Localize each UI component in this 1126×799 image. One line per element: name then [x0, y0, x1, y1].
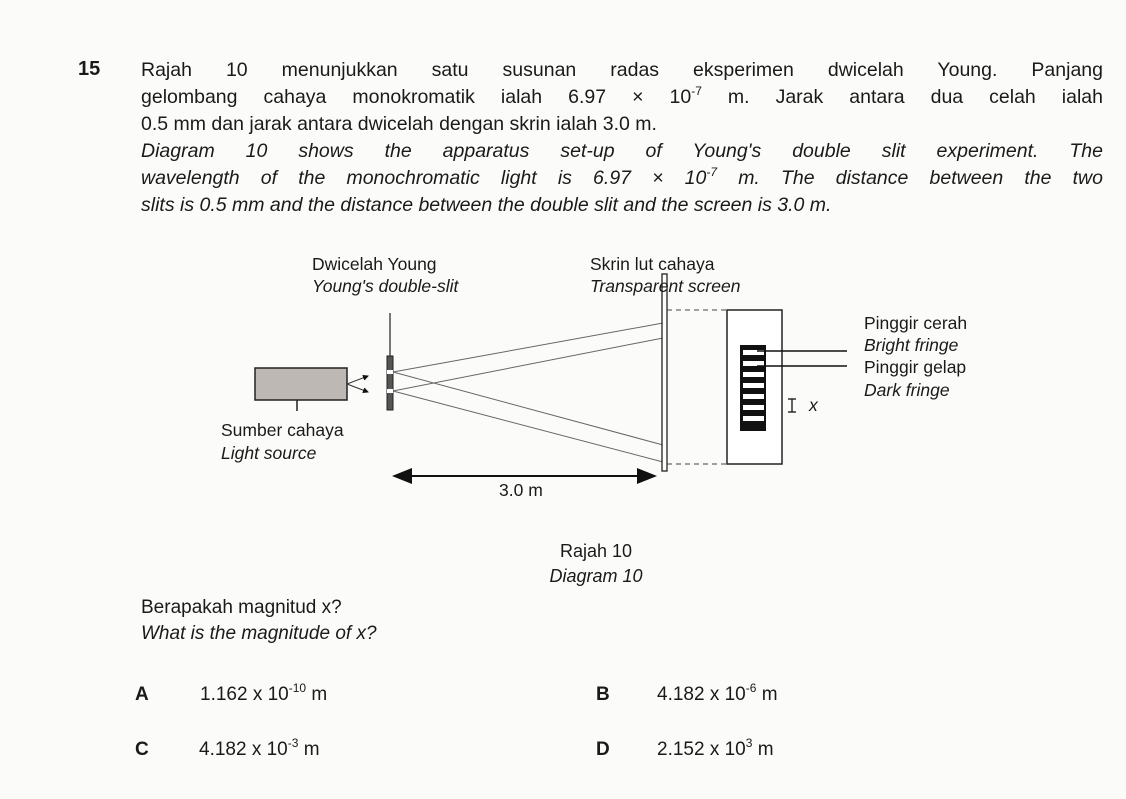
prompt-en: What is the magnitude of x?: [141, 623, 377, 644]
option-value: [200, 681, 328, 706]
option-letter: A: [135, 684, 149, 705]
light-source-box: [255, 368, 347, 400]
dark-fringe-label-en: Dark fringe: [864, 380, 950, 400]
light-rays: [393, 323, 663, 462]
diagram-caption-ms: Rajah 10: [559, 541, 633, 561]
question-text-en-1: Diagram 10 shows the apparatus set-up of Young's double slit experiment. The: [141, 140, 1103, 162]
unit: m: [298, 739, 320, 760]
unit: m: [752, 739, 774, 760]
exponent: -7: [706, 165, 718, 179]
exponent: -3: [287, 736, 299, 750]
screen-label-ms: Skrin lut cahaya: [590, 254, 715, 274]
x-marker: [788, 399, 796, 412]
source-ray: [347, 376, 368, 384]
text-part: wavelength of the monochromatic light is 6.97 × 10: [141, 167, 707, 189]
option-value: [657, 736, 774, 761]
source-ray: [347, 384, 368, 392]
diagram-caption-en: Diagram 10: [549, 566, 643, 586]
double-slit-label-ms: Dwicelah Young: [312, 254, 437, 274]
mantissa: 4.182 x 10: [199, 739, 288, 760]
option-letter: D: [596, 739, 610, 760]
question-text-ms-1: Rajah 10 menunjukkan satu susunan radas eksperimen dwicelah Young. Panjang: [141, 59, 1103, 81]
option-value: [199, 736, 320, 761]
mantissa: 2.152 x 10: [657, 739, 746, 760]
exponent: -10: [288, 681, 307, 695]
text-part: gelombang cahaya monokromatik ialah 6.97 × 10: [141, 86, 692, 108]
text-part: m. The distance between the two: [717, 167, 1103, 189]
prompt-ms: Berapakah magnitud x?: [141, 597, 342, 618]
bright-fringe-label-en: Bright fringe: [864, 335, 959, 355]
unit: m: [756, 684, 778, 705]
unit: m: [306, 684, 328, 705]
question-text-ms-3: 0.5 mm dan jarak antara dwicelah dengan skrin ialah 3.0 m.: [141, 113, 657, 135]
double-slit-label-en: Young's double-slit: [312, 276, 459, 296]
exponent: -7: [691, 84, 702, 98]
transparent-screen: [662, 274, 667, 471]
fringe-pattern: [740, 345, 766, 431]
question-text-en-3: slits is 0.5 mm and the distance between the double slit and the screen is 3.0 m.: [141, 194, 832, 216]
option-letter: C: [135, 739, 149, 760]
light-source-label-ms: Sumber cahaya: [221, 420, 344, 440]
screen-label-en: Transparent screen: [590, 276, 741, 296]
option-value: [657, 681, 778, 706]
x-label: x: [809, 395, 818, 415]
mantissa: 4.182 x 10: [657, 684, 746, 705]
question-number: 15: [78, 58, 101, 80]
distance-label: 3.0 m: [499, 480, 543, 500]
mantissa: 1.162 x 10: [200, 684, 289, 705]
text-part: m. Jarak antara dua celah ialah: [701, 86, 1104, 108]
double-slit: [387, 356, 393, 410]
dark-fringe-label-ms: Pinggir gelap: [864, 357, 967, 377]
light-source-label-en: Light source: [221, 443, 317, 463]
exponent: 3: [745, 736, 753, 750]
bright-fringe-label-ms: Pinggir cerah: [864, 313, 968, 333]
exponent: -6: [745, 681, 757, 695]
option-letter: B: [596, 684, 610, 705]
